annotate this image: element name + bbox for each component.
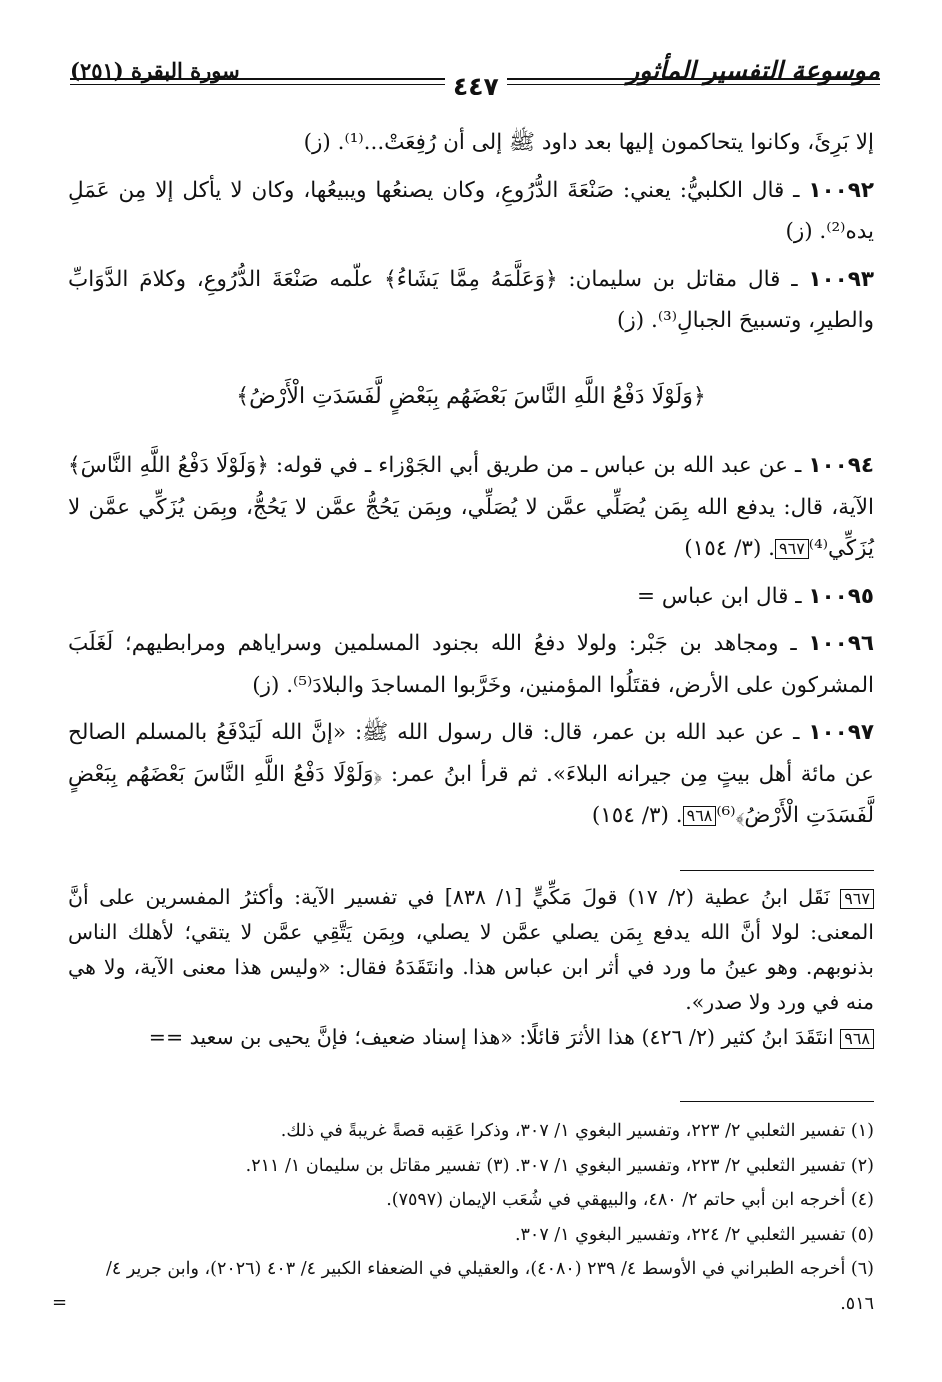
source-ref: . (٣/ ١٥٤)	[684, 536, 776, 561]
narration-number: ١٠٠٩٤	[808, 453, 874, 478]
footnote-4: (٤) أخرجه ابن أبي حاتم ٢/ ٤٨٠، والبيهقي في شُعَب الإيمان (٧٥٩٧).	[386, 1190, 874, 1210]
footnote-5: (٥) تفسير الثعلبي ٢/ ٢٢٤، وتفسير البغوي ١/ ٣٠٧.	[514, 1224, 874, 1245]
verse-heading: ﴿وَلَوْلَا دَفْعُ اللَّهِ النَّاسَ بَعْضَهُم بِبَعْضٍ لَّفَسَدَتِ الْأَرْضُ﴾	[236, 383, 706, 409]
book-title: موسوعة التفسير المأثور	[627, 56, 880, 85]
commentary-divider	[680, 870, 874, 871]
commentary-number-box: ٩٦٨	[840, 1029, 874, 1049]
narration-10093	[68, 259, 874, 342]
narration-number: ١٠٠٩٣	[808, 266, 874, 292]
narration-number: ١٠٠٩٧	[808, 720, 874, 745]
running-header	[70, 52, 880, 101]
narration-text: ـ ومجاهد بن جَبْر: ولولا دفعُ الله بجنود المسلمين وسراياهم ومرابطيهم؛ لَغَلَبَ المشركون على الأرض، فقتَلُوا المؤمنين، وخَرَّبوا المساجدَ والبلادَ⁽⁵⁾. (ز)	[68, 631, 874, 698]
commentary-number-box: ٩٦٧	[840, 889, 874, 909]
narration-text: ـ عن عبد الله بن عباس ـ من طريق أبي الجَوْزاء ـ في قوله: ﴿وَلَوْلَا دَفْعُ اللَّهِ النَّاسَ﴾ الآية، قال: يدفع الله بِمَن يُصَلِّي عمَّن لا يُصَلِّي، وبِمَن يَحُجُّ عمَّن لا يَحُجُّ، وبِمَن يُزَكِّي عمَّن لا يُزَكِّي⁽⁴⁾	[68, 453, 874, 561]
footnotes	[52, 1114, 874, 1321]
footnote-2-3: (٢) تفسير الثعلبي ٢/ ٢٢٣، وتفسير البغوي ١/ ٣٠٧. (٣) تفسير مقاتل بن سليمان ١/ ٢١١.	[245, 1155, 874, 1176]
surah-verse-label: سورة البقرة (٢٥١)	[70, 58, 240, 83]
page-number: ٤٤٧	[445, 72, 507, 101]
continuation-mark: =	[52, 1292, 68, 1313]
narration-text: ـ قال ابن عباس =	[637, 583, 809, 609]
narration-10096	[68, 623, 874, 706]
narration-10094	[68, 445, 874, 570]
narration-text: ـ قال مقاتل بن سليمان: ﴿وَعَلَّمَهُ مِمَّا يَشَاءُ﴾ علّمه صَنْعَةَ الدُّرُوعِ، وكلامَ الدَّوَابِّ والطيرِ، وتسبيحَ الجبالِ⁽³⁾. (ز)	[68, 266, 874, 333]
main-text	[68, 122, 874, 843]
narration-10095	[68, 576, 874, 618]
commentary-text: انتَقَدَ ابنُ كثير (٢/ ٤٢٦) هذا الأثرَ قائلًا: «هذا إسناد ضعيف؛ فإنَّ يحيى بن سعيد ==	[148, 1025, 841, 1049]
source-ref: . (٣/ ١٥٤)	[591, 803, 683, 828]
narration-number: ١٠٠٩٦	[808, 631, 874, 656]
footnote-1: (١) تفسير الثعلبي ٢/ ٢٢٣، وتفسير البغوي ١/ ٣٠٧، وذكرا عَقِبه قصةً غريبةً في ذلك.	[280, 1121, 874, 1141]
narration-number: ١٠٠٩٥	[808, 583, 874, 609]
footnote-divider	[680, 1101, 874, 1102]
narration-text: ـ قال الكلبيُّ: يعني: صَنْعَةَ الدُّرُوعِ، وكان يصنعُها ويبيعُها، وكان لا يأكل إلا مِن عَمَلِ يده⁽²⁾. (ز)	[68, 177, 874, 244]
narration-number: ١٠٠٩٢	[808, 177, 874, 203]
footnote-6: (٦) أخرجه الطبراني في الأوسط ٤/ ٢٣٩ (٤٠٨٠)، والعقيلي في الضعفاء الكبير ٤/ ٤٠٣ (٢٠٢٦)، وابن جرير ٤/ ٥١٦.	[105, 1259, 874, 1314]
commentary-ref-box: ٩٦٧	[775, 539, 809, 559]
narration-10097	[68, 712, 874, 837]
commentary-ref-box: ٩٦٨	[683, 806, 717, 826]
commentary-967	[68, 880, 874, 1020]
paragraph-continuation: إلا بَرِئَ، وكانوا يتحاكمون إليها بعد داود ﷺ إلى أن رُفِعَتْ...⁽¹⁾. (ز)	[303, 130, 874, 155]
commentary-text: نَقَل ابنُ عطية (٢/ ١٧) قولَ مَكِّيٍّ [١/ ٨٣٨] في تفسير الآية: وأكثرُ المفسرين على أنَّ المعنى: لولا أنَّ الله يدفع بِمَن يصلي عمَّن لا يصلي، وبِمَن يَتَّقِي عمَّن لا يتقي؛ لأهلك الناس بذنوبهم. وهو عينُ ما ورد في أثر ابن عباس هذا. وانتَقَدَهُ فقال: «وليس هذا معنى الآية، ولا هي منه في ورد ولا صدر».	[68, 885, 874, 1014]
commentary-notes	[68, 880, 874, 1055]
commentary-968	[68, 1020, 874, 1055]
narration-text: ـ عن عبد الله بن عمر، قال: قال رسول الله ﷺ: «إنَّ الله لَيَدْفَعُ بالمسلم الصالح عن مائة أهل بيتٍ مِن جيرانه البلاءَ». ثم قرأ ابنُ عمر: ﴿وَلَوْلَا دَفْعُ اللَّهِ النَّاسَ بَعْضَهُم بِبَعْضٍ لَّفَسَدَتِ الْأَرْضُ﴾⁽⁶⁾	[68, 720, 874, 828]
narration-10092	[68, 170, 874, 253]
